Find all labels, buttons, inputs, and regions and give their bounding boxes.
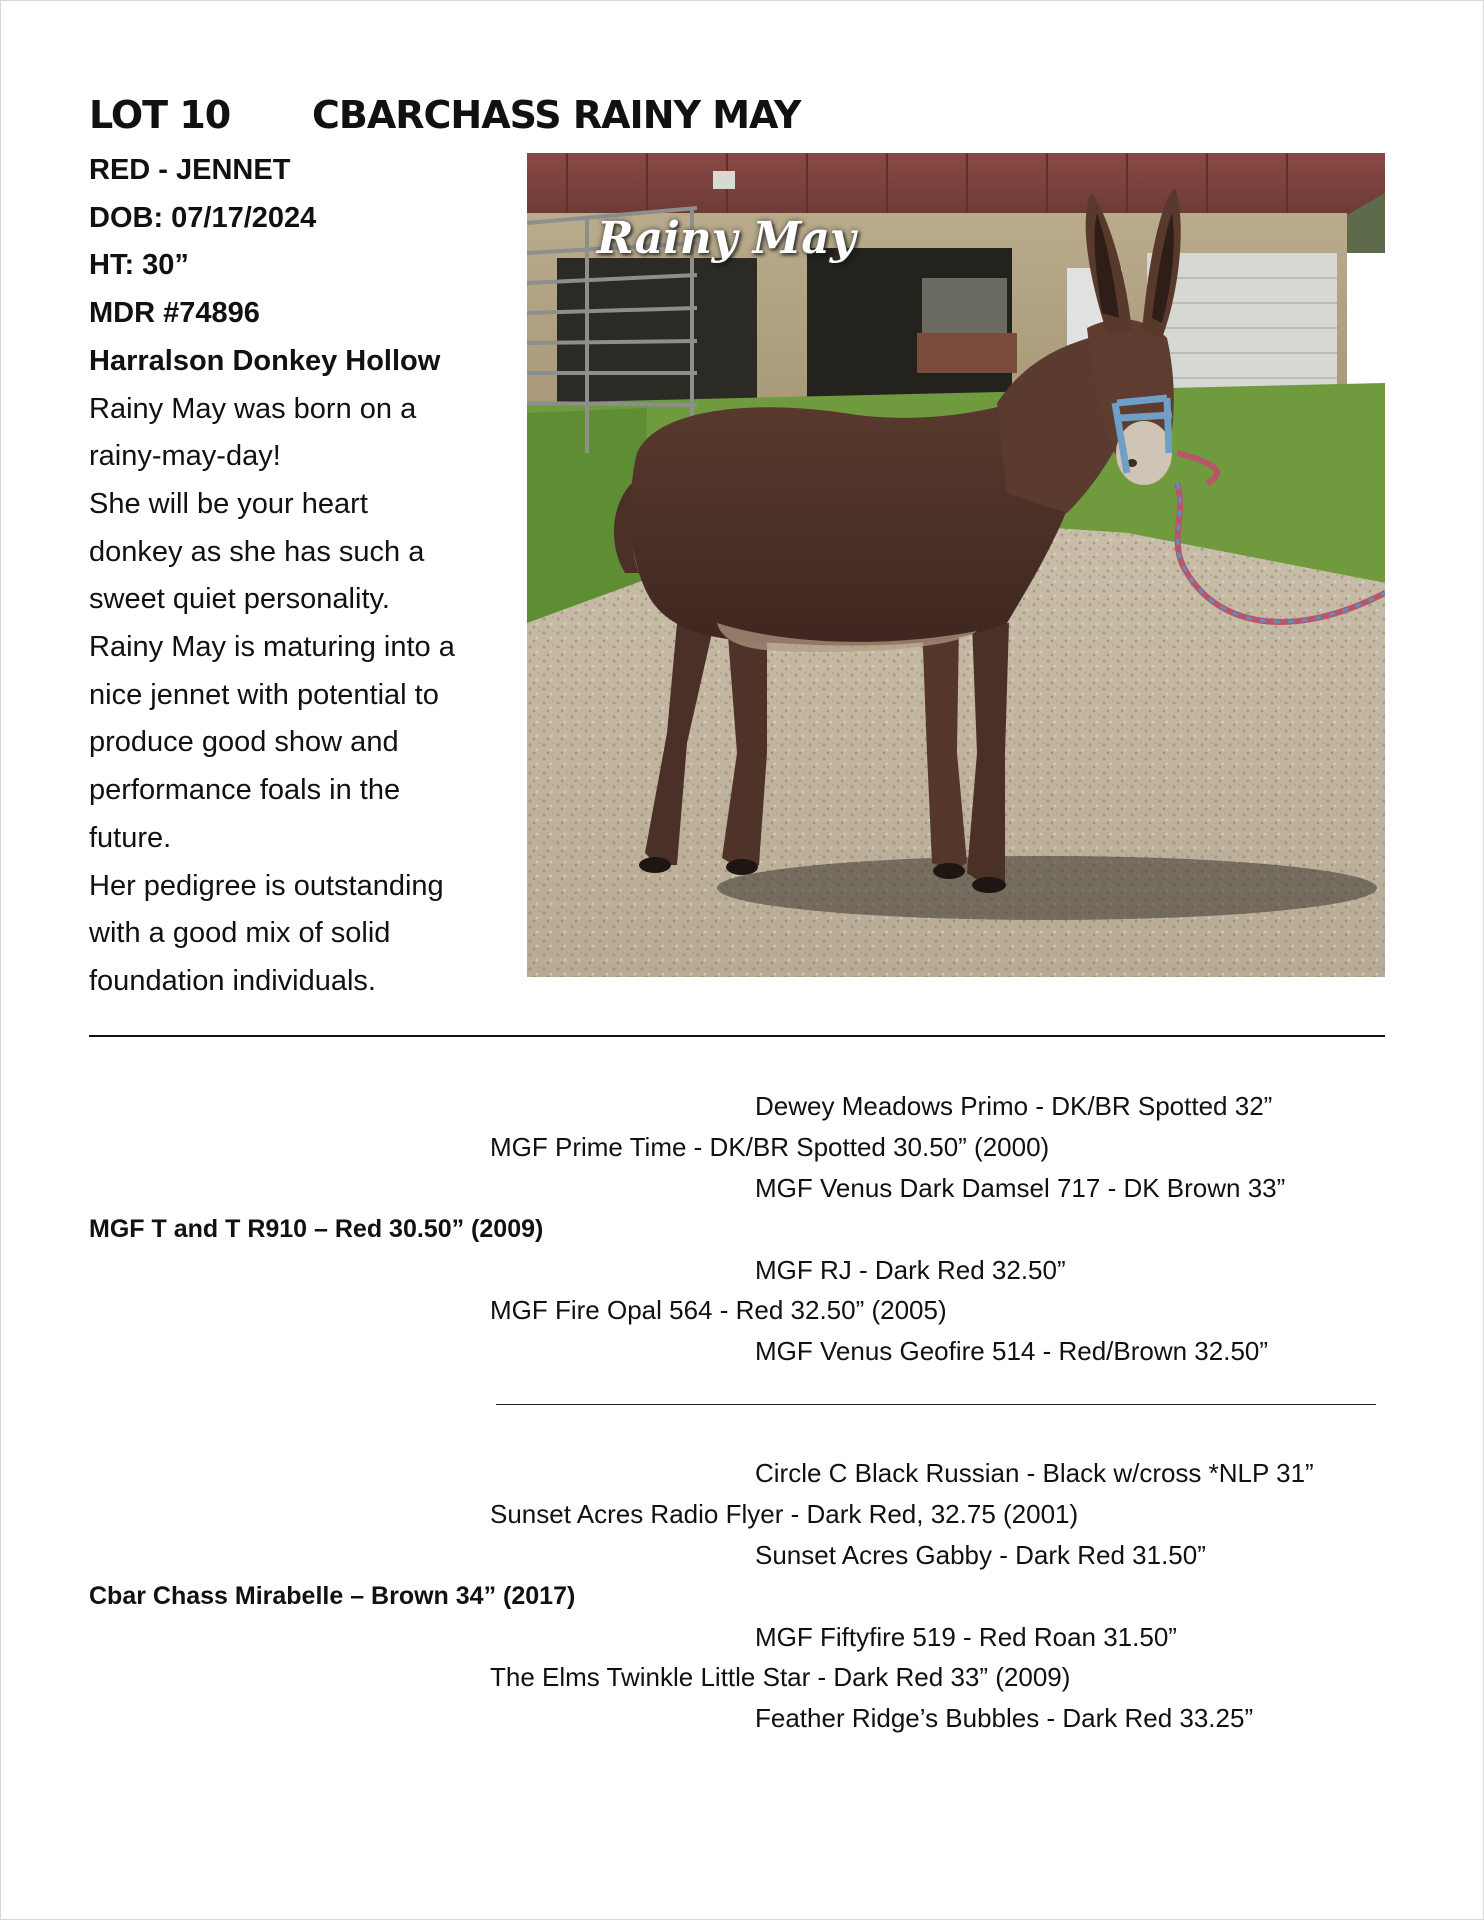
description-line: Her pedigree is outstanding	[89, 869, 444, 902]
description-line: She will be your heart	[89, 487, 368, 520]
pedigree-sire-sire: MGF Prime Time - DK/BR Spotted 30.50” (2000)	[490, 1132, 1050, 1162]
pedigree-dam-sire-sire: Circle C Black Russian - Black w/cross *NLP 31”	[755, 1458, 1314, 1488]
section-divider	[89, 1035, 1385, 1037]
pedigree-dam-dam-sire: MGF Fiftyfire 519 - Red Roan 31.50”	[755, 1622, 1177, 1652]
pedigree-dam-dam: The Elms Twinkle Little Star - Dark Red 33” (2009)	[490, 1662, 1071, 1692]
pedigree-sire-dam-dam: MGF Venus Geofire 514 - Red/Brown 32.50”	[755, 1336, 1269, 1366]
color-sex: RED - JENNET	[89, 154, 291, 186]
animal-name: CBARCHASS RAINY MAY	[312, 93, 801, 137]
description-line: rainy-may-day!	[89, 440, 281, 473]
pedigree-sire: MGF T and T R910 – Red 30.50” (2009)	[89, 1215, 544, 1243]
description-line: Rainy May is maturing into a	[89, 631, 455, 664]
donkey-photo-illustration	[527, 153, 1385, 977]
registration-number: MDR #74896	[89, 297, 260, 330]
description-line: foundation individuals.	[89, 964, 376, 997]
donkey-photo	[527, 153, 1385, 977]
pedigree-dam-sire-dam: Sunset Acres Gabby - Dark Red 31.50”	[755, 1540, 1206, 1570]
description-line: sweet quiet personality.	[89, 583, 390, 616]
description-line: donkey as she has such a	[89, 535, 425, 568]
consignor: Harralson Donkey Hollow	[89, 344, 441, 377]
height: HT: 30”	[89, 249, 189, 282]
pedigree-dam-sire: Sunset Acres Radio Flyer - Dark Red, 32.75 (2001)	[490, 1499, 1079, 1529]
pedigree-sire-dam: MGF Fire Opal 564 - Red 32.50” (2005)	[490, 1295, 947, 1325]
description-line: Rainy May was born on a	[89, 392, 417, 425]
photo-caption: Rainy May	[597, 213, 856, 264]
pedigree-sire-sire-sire: Dewey Meadows Primo - DK/BR Spotted 32”	[755, 1091, 1273, 1121]
description-line: nice jennet with potential to	[89, 678, 439, 711]
pedigree-divider	[496, 1404, 1376, 1405]
pedigree-dam-dam-dam: Feather Ridge’s Bubbles - Dark Red 33.25”	[755, 1703, 1254, 1733]
lot-number: LOT 10	[89, 93, 231, 137]
pedigree-dam: Cbar Chass Mirabelle – Brown 34” (2017)	[89, 1582, 576, 1610]
pedigree-sire-sire-dam: MGF Venus Dark Damsel 717 - DK Brown 33”	[755, 1173, 1286, 1203]
description-line: future.	[89, 821, 172, 854]
description-line: with a good mix of solid	[89, 917, 391, 950]
description-line: performance foals in the	[89, 774, 401, 807]
pedigree-sire-dam-sire: MGF RJ - Dark Red 32.50”	[755, 1255, 1066, 1285]
date-of-birth: DOB: 07/17/2024	[89, 201, 317, 234]
animal-info	[89, 147, 455, 1006]
description-line: produce good show and	[89, 726, 399, 759]
